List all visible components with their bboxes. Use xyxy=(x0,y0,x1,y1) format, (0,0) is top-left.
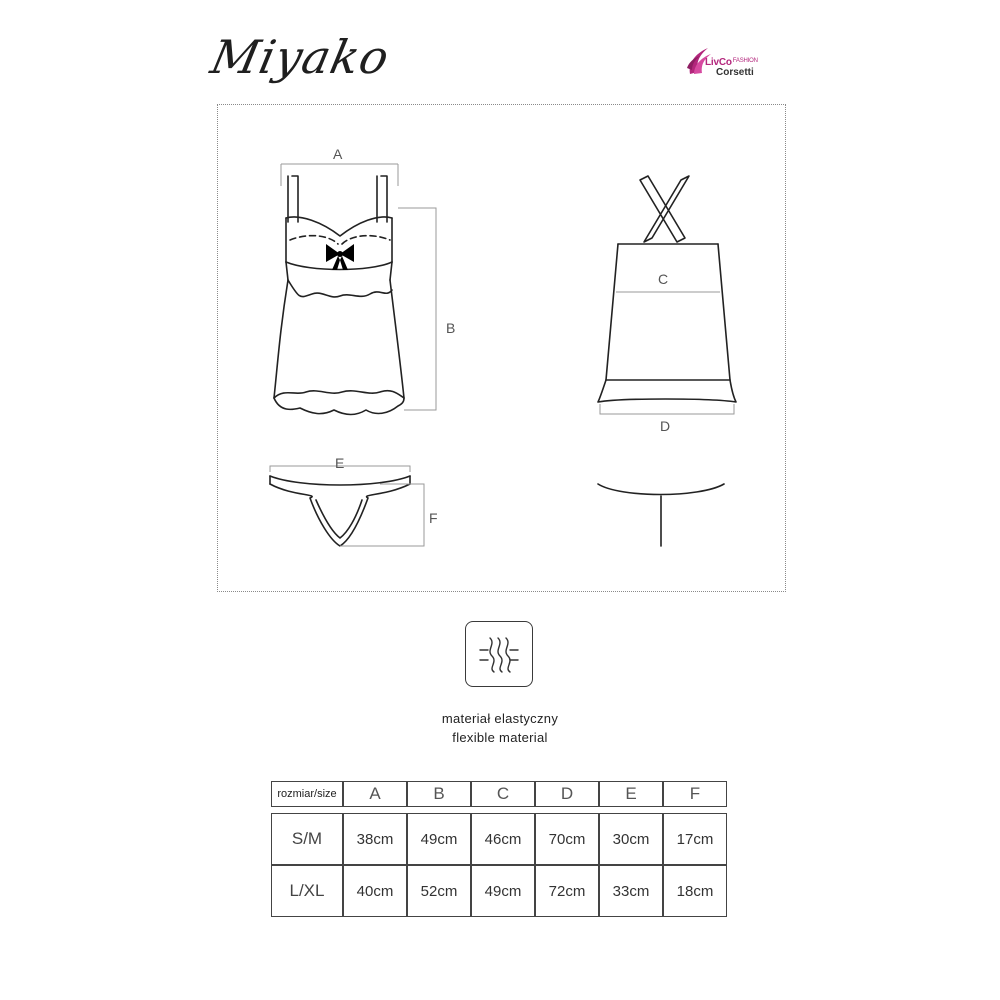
value-cell: 72cm xyxy=(535,865,599,917)
value-cell: 33cm xyxy=(599,865,663,917)
stretch-fabric-icon xyxy=(465,621,533,687)
dim-label-a: A xyxy=(333,146,343,162)
value-cell: 38cm xyxy=(343,813,407,865)
thong-front-drawing xyxy=(270,476,410,546)
value-cell: 49cm xyxy=(407,813,471,865)
value-cell: 30cm xyxy=(599,813,663,865)
header-cell-f: F xyxy=(663,781,727,807)
brand-line2: Corsetti xyxy=(716,67,754,78)
size-cell: L/XL xyxy=(271,865,343,917)
bow-icon xyxy=(326,244,354,270)
material-caption-pl: materiał elastyczny xyxy=(441,711,559,726)
header-cell-d: D xyxy=(535,781,599,807)
dim-label-c: C xyxy=(658,271,669,287)
value-cell: 49cm xyxy=(471,865,535,917)
header-cell-c: C xyxy=(471,781,535,807)
product-title: Miyako xyxy=(206,30,395,84)
dim-label-f: F xyxy=(429,510,438,526)
value-cell: 40cm xyxy=(343,865,407,917)
dim-label-d: D xyxy=(660,418,671,434)
thong-back-drawing xyxy=(598,484,724,546)
value-cell: 17cm xyxy=(663,813,727,865)
value-cell: 70cm xyxy=(535,813,599,865)
header-cell-a: A xyxy=(343,781,407,807)
size-table-header xyxy=(271,781,727,807)
dim-label-e: E xyxy=(335,455,345,471)
chemise-back-drawing xyxy=(598,176,736,402)
value-cell: 18cm xyxy=(663,865,727,917)
table-row xyxy=(271,813,727,865)
header-cell-size: rozmiar/size xyxy=(271,781,343,807)
header-cell-b: B xyxy=(407,781,471,807)
brand-line1: LivCo$^{FASHION}$ xyxy=(705,57,758,68)
value-cell: 46cm xyxy=(471,813,535,865)
size-table xyxy=(271,781,727,917)
header-cell-e: E xyxy=(599,781,663,807)
material-caption-en: flexible material xyxy=(452,730,548,745)
value-cell: 52cm xyxy=(407,865,471,917)
size-cell: S/M xyxy=(271,813,343,865)
chemise-front-drawing xyxy=(274,176,404,415)
table-row xyxy=(271,865,727,917)
dim-label-b: B xyxy=(446,320,456,336)
